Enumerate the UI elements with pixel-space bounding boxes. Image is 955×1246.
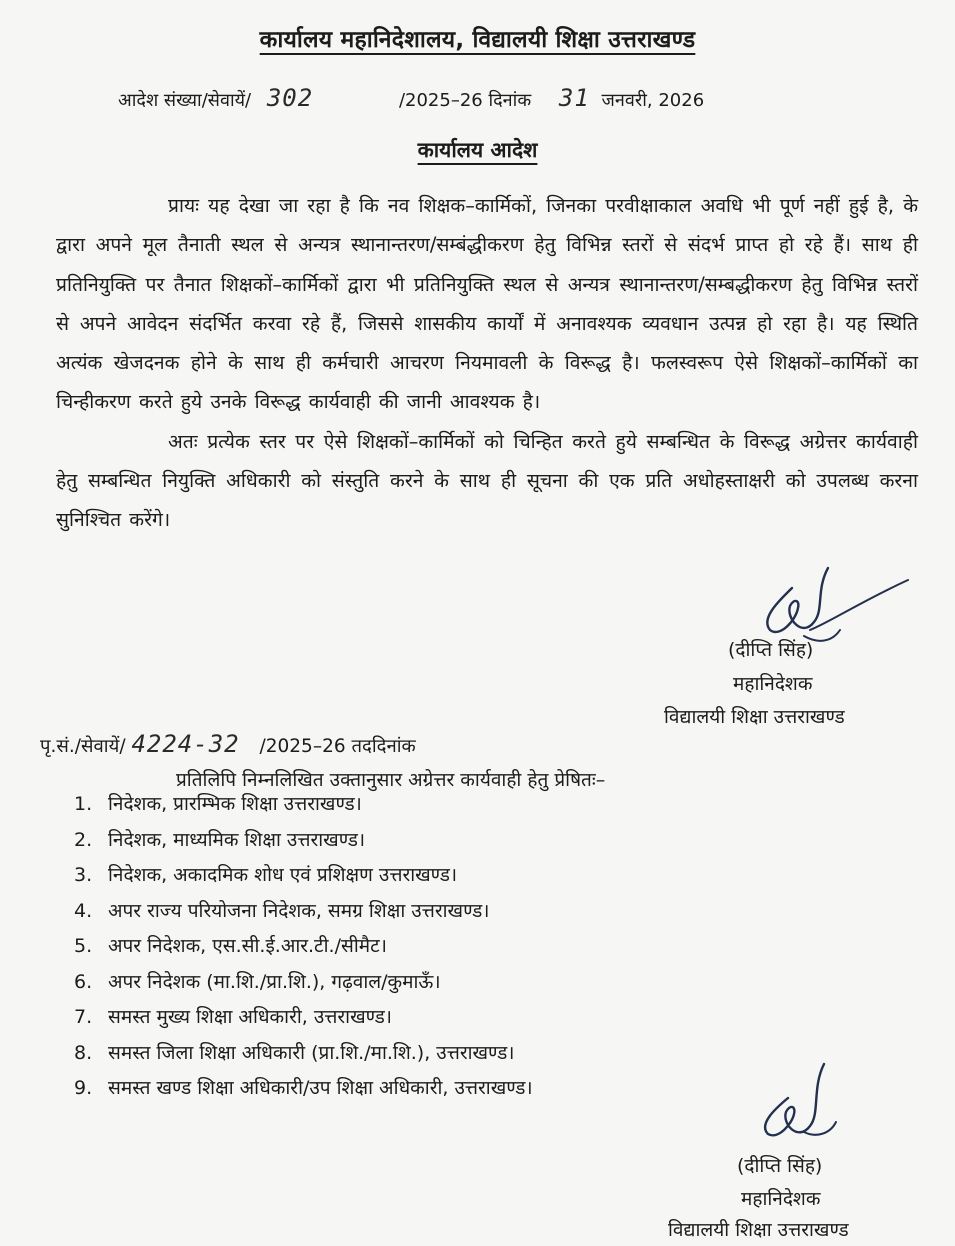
- copy-to-line: प्रतिलिपि निम्नलिखित उक्तानुसार अग्रेत्तर कार्यवाही हेतु प्रेषितः–: [176, 769, 606, 791]
- endorsement-ref-handwritten: 4224-32: [131, 730, 240, 758]
- order-subject-title: [0, 136, 955, 164]
- list-item-number: 9.: [74, 1077, 93, 1099]
- office-title-text: कार्यालय महानिदेशालय, विद्यालयी शिक्षा उत्तराखण्ड: [259, 27, 696, 53]
- list-item-text: समस्त मुख्य शिक्षा अधिकारी, उत्तराखण्ड।: [108, 1006, 393, 1028]
- list-item: [74, 858, 533, 894]
- endorsement-ref-prefix: पृ.सं./सेवायें/: [40, 736, 126, 757]
- order-subject-title-text: कार्यालय आदेश: [417, 138, 538, 162]
- list-item: [74, 823, 533, 859]
- signatory-2-organisation: विद्यालयी शिक्षा उत्तराखण्ड: [668, 1219, 849, 1241]
- list-item-number: 1.: [74, 793, 93, 815]
- list-item-number: 6.: [74, 970, 93, 993]
- order-number-prefix: आदेश संख्या/सेवायें/: [118, 90, 252, 111]
- list-item-number: 2.: [74, 828, 93, 851]
- signatory-1-name: (दीप्ति सिंह): [728, 639, 814, 661]
- list-item-text: अपर निदेशक, एस.सी.ई.आर.टी./सीमैट।: [108, 935, 387, 957]
- signatory-1-organisation: विद्यालयी शिक्षा उत्तराखण्ड: [664, 706, 845, 728]
- order-year-date-label: /2025–26 दिनांक: [398, 90, 532, 111]
- order-month-year: जनवरी, 2026: [601, 90, 705, 111]
- order-number-handwritten: 302: [266, 84, 314, 112]
- list-item-number: 3.: [74, 864, 93, 886]
- list-item-text: समस्त खण्ड शिक्षा अधिकारी/उप शिक्षा अधिकारी, उत्तराखण्ड।: [108, 1077, 533, 1099]
- order-paragraph-1: प्रायः यह देखा जा रहा है कि नव शिक्षक–कार्मिकों, जिनका परवीक्षाकाल अवधि भी पूर्ण नहीं हुई है, के द्वारा अपने मूल तैनाती स्थल से अन्यत्र स्थानान्तरण/सम्बंद्धीकरण हेतु विभिन्न स्तरों से संदर्भ प्राप्त हो रहे हैं। साथ ही प्रतिनियुक्ति पर तैनात शिक्षकों–कार्मिकों द्वारा भी प्रतिनियुक्ति स्थल से अन्यत्र स्थानान्तरण/सम्बद्धीकरण हेतु विभिन्न स्तरों से अपने आवेदन संदर्भित करवा रहे हैं, जिससे शासकीय कार्यों में अनावश्यक व्यवधान उत्पन्न हो रहा है। यह स्थिति अत्यंक खेजदनक होने के साथ ही कर्मचारी आचरण नियमावली के विरूद्ध है। फलस्वरूप ऐसे शिक्षकों–कार्मिकों का चिन्हीकरण करते हुये उनके विरूद्ध कार्यवाही की जानी आवश्यक है।: [56, 194, 918, 414]
- list-item-number: 5.: [74, 935, 93, 957]
- order-body: [56, 186, 918, 540]
- order-day-handwritten: 31: [558, 84, 590, 112]
- order-number-line: [118, 84, 878, 112]
- signatory-2-name: (दीप्ति सिंह): [737, 1155, 823, 1177]
- order-paragraph-2: अतः प्रत्येक स्तर पर ऐसे शिक्षकों–कार्मिकों को चिन्हित करते हुये सम्बन्धित के विरूद्ध अग्रेत्तर कार्यवाही हेतु सम्बन्धित नियुक्ति अधिकारी को संस्तुति करने के साथ ही सूचना की एक प्रति अधोहस्ताक्षरी को उपलब्ध करना सुनिश्चित करेंगे।: [56, 429, 918, 532]
- list-item: [74, 1036, 533, 1072]
- list-item-text: अपर राज्य परियोजना निदेशक, समग्र शिक्षा उत्तराखण्ड।: [108, 899, 490, 922]
- list-item: [74, 929, 533, 965]
- list-item-text: समस्त जिला शिक्षा अधिकारी (प्रा.शि./मा.शि.), उत्तराखण्ड।: [108, 1041, 515, 1064]
- list-item: [74, 1071, 533, 1107]
- list-item: [74, 1000, 533, 1036]
- endorsement-ref-line: [40, 730, 416, 758]
- list-item-text: निदेशक, प्रारम्भिक शिक्षा उत्तराखण्ड।: [108, 793, 362, 815]
- office-title: [0, 22, 955, 54]
- list-item-text: निदेशक, अकादमिक शोध एवं प्रशिक्षण उत्तराखण्ड।: [108, 864, 458, 886]
- list-item: [74, 894, 533, 930]
- endorsement-ref-suffix: /2025–26 तददिनांक: [259, 736, 416, 757]
- signature-2-image: [748, 1058, 868, 1148]
- signatory-1-designation: महानिदेशक: [733, 673, 813, 695]
- signatory-2-designation: महानिदेशक: [741, 1188, 821, 1210]
- list-item-number: 4.: [74, 899, 93, 922]
- list-item: [74, 787, 533, 823]
- list-item: [74, 965, 533, 1001]
- list-item-number: 8.: [74, 1041, 93, 1064]
- list-item-number: 7.: [74, 1006, 93, 1028]
- distribution-list: [74, 787, 533, 1107]
- list-item-text: अपर निदेशक (मा.शि./प्रा.शि.), गढ़वाल/कुमाऊँ।: [108, 970, 441, 993]
- list-item-text: निदेशक, माध्यमिक शिक्षा उत्तराखण्ड।: [108, 828, 366, 851]
